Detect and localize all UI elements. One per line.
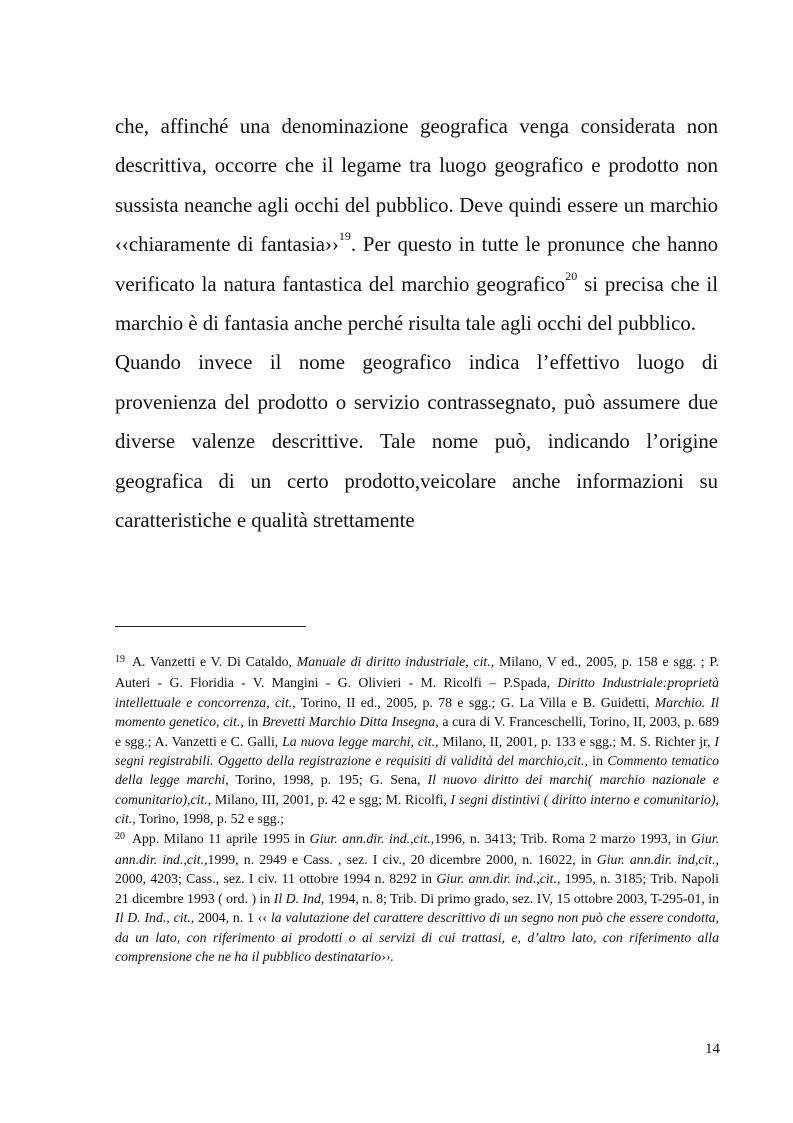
footnote-text-run: Milano, III, 2001, p. 42 e sgg; M. Ricolfi, bbox=[211, 791, 451, 807]
footnote-text-run: in bbox=[243, 714, 262, 730]
footnote-italic-run: Il nuovo diritto dei marchi( marchio nazionale e comunitario),cit., bbox=[115, 772, 719, 807]
footnote-italic-run: la valutazione del carattere descrittivo di un segno non può che essere condotta, da un lato, con riferimento ai prodotti o ai servizi di cui trattasi, e, d’altro lato, con riferimento alla comprensione che ne ha il pubblico destinatario››. bbox=[115, 910, 720, 965]
footnote bbox=[115, 829, 719, 967]
footnote-text-run: 1995, n. 3185; Trib. Napoli 21 dicembre 1993 ( ord. ) in bbox=[115, 871, 720, 906]
footnote-text-run: 1996, n. 3413; Trib. Roma 2 marzo 1993, in bbox=[434, 830, 692, 846]
footnote-reference: 19 bbox=[338, 229, 351, 244]
footnote-italic-run: Brevetti Marchio Ditta Insegna, bbox=[261, 714, 439, 730]
footnote-italic-run: Il D. Ind., cit., bbox=[115, 910, 195, 926]
footnote-italic-run: Giur. ann.dir. ind.,cit., bbox=[115, 830, 720, 868]
body-text-run: . Per questo in tutte le pronunce che hanno verificato la natura fantastica del marchio geografico bbox=[115, 233, 718, 296]
footnote-text-run: Milano, II, 2001, p. 133 e sgg.; M. S. Richter jr, bbox=[438, 733, 715, 749]
footnote-text-run: 1999, n. 2949 e Cass. , sez. I civ., 20 dicembre 2000, n. 16022, in bbox=[207, 852, 597, 868]
footnote-italic-run: Il D. Ind, bbox=[273, 890, 325, 906]
footnote-text-run: Milano, V ed., 2005, p. 158 e sgg. ; P. Auteri - G. Floridia - V. Mangini - G. Olivieri - M. Ricolfi – P.Spada, bbox=[115, 654, 720, 691]
footnote-text-run: Torino, II ed., 2005, p. 78 e sgg.; G. La Villa e B. Guidetti, bbox=[295, 694, 655, 710]
footnote-separator bbox=[115, 626, 306, 627]
page-number: 14 bbox=[705, 1041, 720, 1057]
footnote-number: 19 bbox=[115, 654, 125, 665]
footnote-text-run: 1994, n. 8; Trib. Di primo grado, sez. IV, 15 ottobre 2003, T-295-01, in bbox=[324, 890, 719, 906]
footnote-text-run: App. Milano 11 aprile 1995 in bbox=[132, 830, 310, 846]
body-text-run: che, affinché una denominazione geografica venga considerata non descrittiva, occorre che il legame tra luogo geografico e prodotto non sussista neanche agli occhi del pubblico. Deve quindi essere un marchio ‹‹chiaramente di fantasia›› bbox=[115, 115, 718, 257]
footnote-number: 20 bbox=[115, 830, 125, 842]
footnote-italic-run: I segni distintivi ( diritto interno e comunitario), cit., bbox=[115, 791, 720, 827]
footnote-text-run: A. Vanzetti e V. Di Cataldo, bbox=[132, 654, 297, 669]
footnote-text-run: a cura di V. Franceschelli, Torino, II, 2003, p. 689 e sgg.; A. Vanzetti e C. Galli, bbox=[115, 714, 719, 749]
footnote-text-run: 2000, 4203; Cass., sez. I civ. 11 ottobre 1994 n. 8292 in bbox=[115, 871, 437, 887]
footnote-italic-run: Diritto Industriale:proprietà intellettuale e concorrenza, cit., bbox=[115, 675, 719, 710]
footnote-italic-run: Manuale di diritto industriale, cit., bbox=[296, 654, 495, 669]
footnote-italic-run: Marchio. Il momento genetico, cit., bbox=[115, 694, 719, 730]
footnote-reference: 20 bbox=[565, 268, 578, 283]
body-paragraph bbox=[115, 343, 718, 540]
footnote bbox=[115, 652, 719, 829]
footnote-text-run: 2004, n. 1 ‹‹ bbox=[194, 910, 271, 926]
footnotes bbox=[115, 652, 719, 967]
body-paragraph bbox=[115, 107, 718, 343]
footnote-italic-run: Giur. ann.dir. ind.,cit., bbox=[309, 830, 435, 846]
footnote-italic-run: Giur. ann.dir. ind.,cit., bbox=[436, 871, 561, 887]
body-text-run: si precisa che il marchio è di fantasia anche perché risulta tale agli occhi del pubblico. bbox=[115, 272, 718, 336]
body-text bbox=[115, 107, 718, 540]
footnote-text-run: Torino, 1998, p. 52 e sgg.; bbox=[135, 811, 284, 827]
footnote-text-run: , Torino, 1998, p. 195; G. Sena, bbox=[225, 772, 428, 788]
footnote-italic-run: La nuova legge marchi, cit., bbox=[282, 733, 439, 749]
footnote-italic-run: I segni registrabili. Oggetto della registrazione e requisiti di validità del marchio,cit., bbox=[115, 733, 720, 769]
footnote-text-run: in bbox=[587, 753, 608, 769]
footnote-italic-run: Commento tematico della legge marchi bbox=[115, 753, 719, 788]
footnote-italic-run: Giur. ann.dir. ind,cit., bbox=[596, 852, 719, 868]
body-text-run: Quando invece il nome geografico indica l’effettivo luogo di provenienza del prodotto o servizio contrassegnato, può assumere due diverse valenze descrittive. Tale nome può, indicando l’origine geografica di un certo prodotto,veicolare anche informazioni su caratteristiche e qualità strettamente bbox=[115, 351, 718, 533]
